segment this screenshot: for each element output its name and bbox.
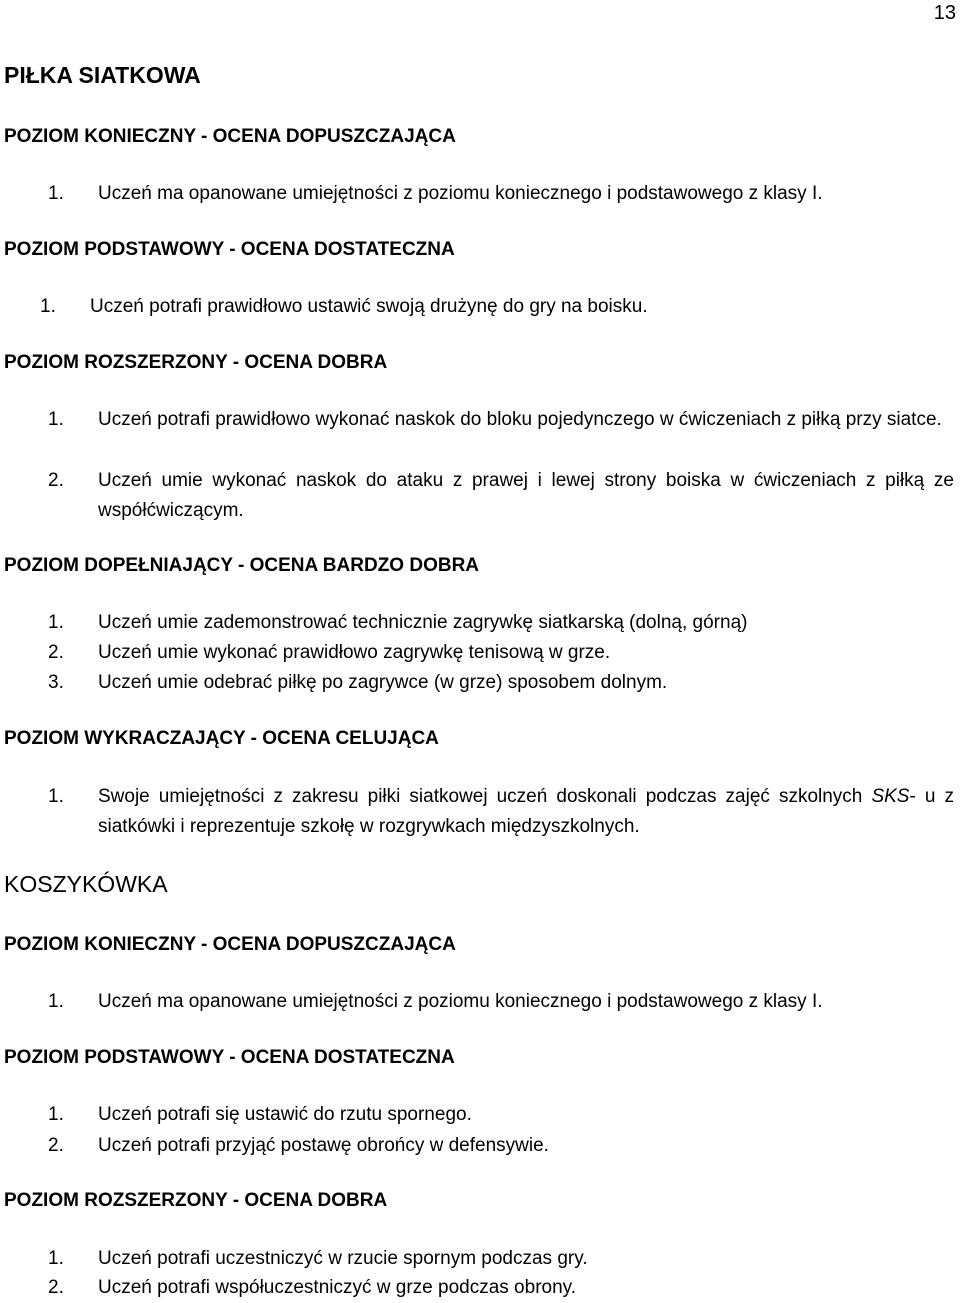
item-text-italic: SKS	[871, 786, 910, 807]
list-item	[48, 638, 954, 668]
level-heading: POZIOM DOPEŁNIAJĄCY - OCENA BARDZO DOBRA	[4, 555, 480, 576]
item-number: 1.	[40, 296, 56, 317]
list-item	[48, 782, 954, 842]
item-number: 1.	[48, 1248, 64, 1269]
item-text: Uczeń umie wykonać prawidłowo zagrywkę tenisową w grze.	[98, 642, 611, 663]
item-text: Uczeń potrafi współuczestniczyć w grze podczas obrony.	[98, 1277, 577, 1298]
item-text: Uczeń potrafi przyjąć postawę obrońcy w defensywie.	[98, 1135, 549, 1156]
list-item	[48, 1273, 954, 1303]
item-number: 2.	[48, 470, 64, 491]
level-heading: POZIOM ROZSZERZONY - OCENA DOBRA	[4, 1190, 388, 1211]
item-number: 3.	[48, 672, 64, 693]
item-text: Uczeń ma opanowane umiejętności z poziomu koniecznego i podstawowego z klasy I.	[98, 183, 823, 204]
level-heading: POZIOM PODSTAWOWY - OCENA DOSTATECZNA	[4, 1047, 455, 1068]
list-item	[48, 987, 954, 1017]
item-text: Uczeń ma opanowane umiejętności z poziomu koniecznego i podstawowego z klasy I.	[98, 991, 823, 1012]
item-number: 2.	[48, 1277, 64, 1298]
item-number: 1.	[48, 183, 64, 204]
level-heading: POZIOM KONIECZNY - OCENA DOPUSZCZAJĄCA	[4, 934, 456, 955]
item-number: 1.	[48, 612, 64, 633]
level-heading: POZIOM PODSTAWOWY - OCENA DOSTATECZNA	[4, 239, 455, 260]
item-number: 2.	[48, 1135, 64, 1156]
level-heading: POZIOM ROZSZERZONY - OCENA DOBRA	[4, 352, 388, 373]
list-item	[48, 179, 954, 209]
section-title: KOSZYKÓWKA	[4, 871, 168, 897]
list-item	[40, 292, 946, 322]
item-text-part: Swoje umiejętności z zakresu piłki siatkowej uczeń doskonali podczas zajęć szkolnych	[98, 786, 863, 807]
item-text	[98, 782, 954, 842]
item-text: Uczeń umie zademonstrować technicznie zagrywkę siatkarską (dolną, górną)	[98, 612, 748, 633]
item-text-part: - u z siatkówki i reprezentuje szkołę w rozgrywkach międzyszkolnych.	[98, 786, 954, 837]
list-item	[48, 608, 954, 638]
list-item	[48, 1244, 954, 1274]
page-number: 13	[933, 2, 956, 24]
item-number: 1.	[48, 991, 64, 1012]
level-heading: POZIOM WYKRACZAJĄCY - OCENA CELUJĄCA	[4, 728, 439, 749]
item-text: Uczeń potrafi prawidłowo wykonać naskok do bloku pojedynczego w ćwiczeniach z piłką przy siatce.	[98, 409, 942, 430]
item-text: Uczeń umie wykonać naskok do ataku z prawej i lewej strony boiska w ćwiczeniach z piłką ze współćwiczącym.	[98, 470, 954, 521]
item-text: Uczeń umie odebrać piłkę po zagrywce (w grze) sposobem dolnym.	[98, 672, 668, 693]
item-text: Uczeń potrafi uczestniczyć w rzucie spornym podczas gry.	[98, 1248, 588, 1269]
list-item	[48, 668, 954, 698]
list-item	[48, 1100, 954, 1130]
item-number: 1.	[48, 786, 64, 807]
item-number: 1.	[48, 409, 64, 430]
item-number: 2.	[48, 642, 64, 663]
item-text: Uczeń potrafi prawidłowo ustawić swoją drużynę do gry na boisku.	[90, 296, 648, 317]
list-item	[48, 405, 954, 435]
level-heading: POZIOM KONIECZNY - OCENA DOPUSZCZAJĄCA	[4, 126, 456, 147]
list-item	[48, 1131, 954, 1161]
section-title: PIŁKA SIATKOWA	[4, 62, 201, 88]
list-item	[48, 466, 954, 526]
item-text: Uczeń potrafi się ustawić do rzutu spornego.	[98, 1104, 472, 1125]
item-number: 1.	[48, 1104, 64, 1125]
